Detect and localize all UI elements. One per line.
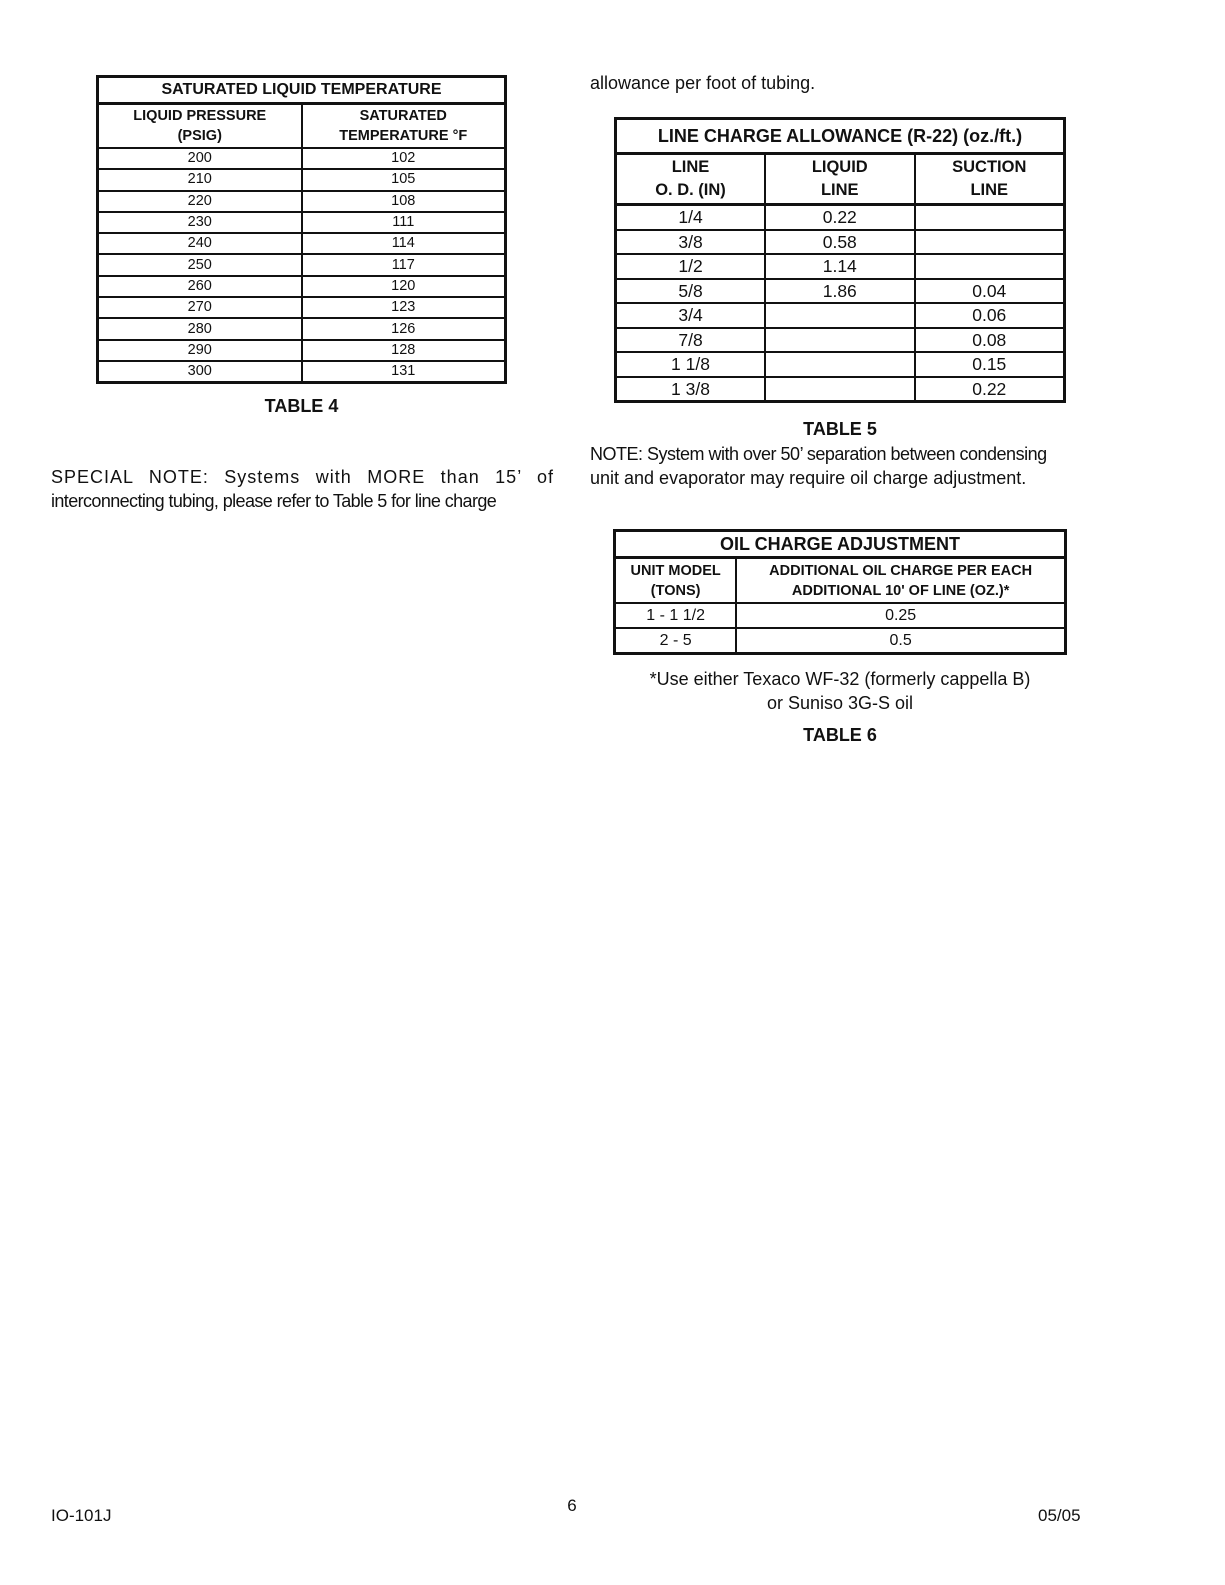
- header-line: O. D. (IN): [655, 181, 726, 199]
- header-line: (PSIG): [177, 128, 222, 144]
- table-row: [616, 303, 1065, 328]
- table-cell: 126: [302, 318, 506, 339]
- header-line: LINE: [820, 181, 859, 199]
- table-cell: 120: [302, 276, 506, 297]
- table-cell: 1 1/8: [616, 352, 766, 377]
- table-row: [616, 205, 1065, 230]
- table-cell: 200: [98, 148, 302, 169]
- table-cell: [915, 205, 1065, 230]
- table-row: [616, 254, 1065, 279]
- table-row: [98, 297, 506, 318]
- table-title: OIL CHARGE ADJUSTMENT: [615, 531, 1066, 558]
- header-line: TEMPERATURE °F: [339, 128, 468, 144]
- table-cell: 280: [98, 318, 302, 339]
- table-row: [98, 233, 506, 254]
- saturated-liquid-temperature-table: [96, 75, 507, 384]
- header-line: ADDITIONAL 10' OF LINE (OZ.)*: [791, 582, 1010, 599]
- table-cell: 2 - 5: [615, 628, 737, 654]
- table-6-caption: TABLE 6: [803, 725, 877, 745]
- table-cell: [765, 377, 915, 402]
- column-header-unit-model: [615, 558, 737, 604]
- header-line: LINE: [671, 158, 710, 176]
- table-row: [98, 254, 506, 275]
- table-cell: 102: [302, 148, 506, 169]
- table-row: [98, 318, 506, 339]
- header-line: SATURATED: [359, 108, 447, 124]
- table-cell: [765, 352, 915, 377]
- header-line: (TONS): [650, 582, 701, 599]
- table-row: [98, 340, 506, 361]
- table-cell: 0.22: [765, 205, 915, 230]
- table-cell: 1.86: [765, 279, 915, 304]
- table-cell: 105: [302, 169, 506, 190]
- table-cell: 7/8: [616, 328, 766, 353]
- document-date: 05/05: [1038, 1506, 1081, 1525]
- table-cell: 1 3/8: [616, 377, 766, 402]
- table-cell: 0.06: [915, 303, 1065, 328]
- table-row: [98, 361, 506, 383]
- table-cell: 0.15: [915, 352, 1065, 377]
- table-row: [98, 169, 506, 190]
- special-note-line-1: SPECIAL NOTE: Systems with MORE than 15’ of: [51, 467, 554, 487]
- column-header-liquid-pressure: [98, 104, 302, 149]
- table-row: [98, 212, 506, 233]
- table-title: LINE CHARGE ALLOWANCE (R-22) (oz./ft.): [616, 119, 1065, 154]
- table-6-footnote-line-2: or Suniso 3G-S oil: [766, 693, 914, 713]
- column-header-line-od: [616, 154, 766, 205]
- table-row: [615, 628, 1066, 654]
- header-line: LIQUID: [811, 158, 868, 176]
- table-cell: 114: [302, 233, 506, 254]
- table-cell: 108: [302, 191, 506, 212]
- table-cell: 111: [302, 212, 506, 233]
- table-cell: 270: [98, 297, 302, 318]
- table-cell: 230: [98, 212, 302, 233]
- table-row: [98, 148, 506, 169]
- table-cell: 1 - 1 1/2: [615, 603, 737, 628]
- table-cell: 131: [391, 363, 416, 380]
- table-row: [615, 603, 1066, 628]
- table-row: [616, 328, 1065, 353]
- table-cell: 1/4: [616, 205, 766, 230]
- table-cell: 117: [302, 254, 506, 275]
- header-line: SUCTION: [952, 158, 1027, 176]
- table-cell: 220: [98, 191, 302, 212]
- table-cell: 290: [98, 340, 302, 361]
- document-id: IO-101J: [51, 1506, 112, 1525]
- table-cell: 3/4: [616, 303, 766, 328]
- table-cell: 0.58: [765, 230, 915, 255]
- table-cell: 0.22: [972, 378, 1007, 399]
- column-header-saturated-temperature: [302, 104, 506, 149]
- table-cell: [915, 230, 1065, 255]
- note-line-2: unit and evaporator may require oil charge adjustment.: [590, 468, 1027, 488]
- table-cell: 1/2: [616, 254, 766, 279]
- table-cell: 0.08: [915, 328, 1065, 353]
- table-cell: 240: [98, 233, 302, 254]
- oil-charge-adjustment-table: [613, 529, 1067, 655]
- column-header-additional-oil-charge: [736, 558, 1065, 604]
- note-line-1: NOTE: System with over 50’ separation between condensing: [590, 444, 1047, 464]
- table-row: [98, 276, 506, 297]
- table-cell: 5/8: [616, 279, 766, 304]
- table-4-caption: TABLE 4: [264, 396, 339, 416]
- special-note-continuation: allowance per foot of tubing.: [590, 73, 816, 93]
- table-6-footnote-line-1: *Use either Texaco WF-32 (formerly cappella B): [649, 669, 1031, 689]
- table-cell: 0.5: [889, 631, 912, 649]
- table-cell: 260: [98, 276, 302, 297]
- special-note-line-2: interconnecting tubing, please refer to Table 5 for line charge: [51, 491, 497, 511]
- header-line: ADDITIONAL OIL CHARGE PER EACH: [769, 562, 1033, 579]
- table-cell: 250: [98, 254, 302, 275]
- table-cell: [915, 254, 1065, 279]
- page-number: 6: [567, 1496, 577, 1515]
- column-header-liquid-line: [765, 154, 915, 205]
- table-row: [616, 230, 1065, 255]
- table-row: [616, 279, 1065, 304]
- line-charge-allowance-table: [614, 117, 1066, 403]
- header-line: UNIT MODEL: [630, 562, 721, 579]
- header-line: LINE: [970, 181, 1009, 199]
- table-row: [616, 377, 1065, 402]
- table-cell: [765, 328, 915, 353]
- table-cell: 0.25: [736, 603, 1065, 628]
- table-5-caption: TABLE 5: [803, 419, 877, 439]
- table-cell: 3/8: [616, 230, 766, 255]
- table-row: [98, 191, 506, 212]
- table-cell: 123: [302, 297, 506, 318]
- table-cell: 128: [302, 340, 506, 361]
- table-title: SATURATED LIQUID TEMPERATURE: [98, 77, 506, 104]
- table-cell: 0.04: [915, 279, 1065, 304]
- table-cell: 300: [98, 361, 302, 383]
- table-row: [616, 352, 1065, 377]
- table-cell: 210: [98, 169, 302, 190]
- column-header-suction-line: [915, 154, 1065, 205]
- table-cell: 1.14: [765, 254, 915, 279]
- table-cell: [765, 303, 915, 328]
- header-line: LIQUID PRESSURE: [133, 108, 267, 124]
